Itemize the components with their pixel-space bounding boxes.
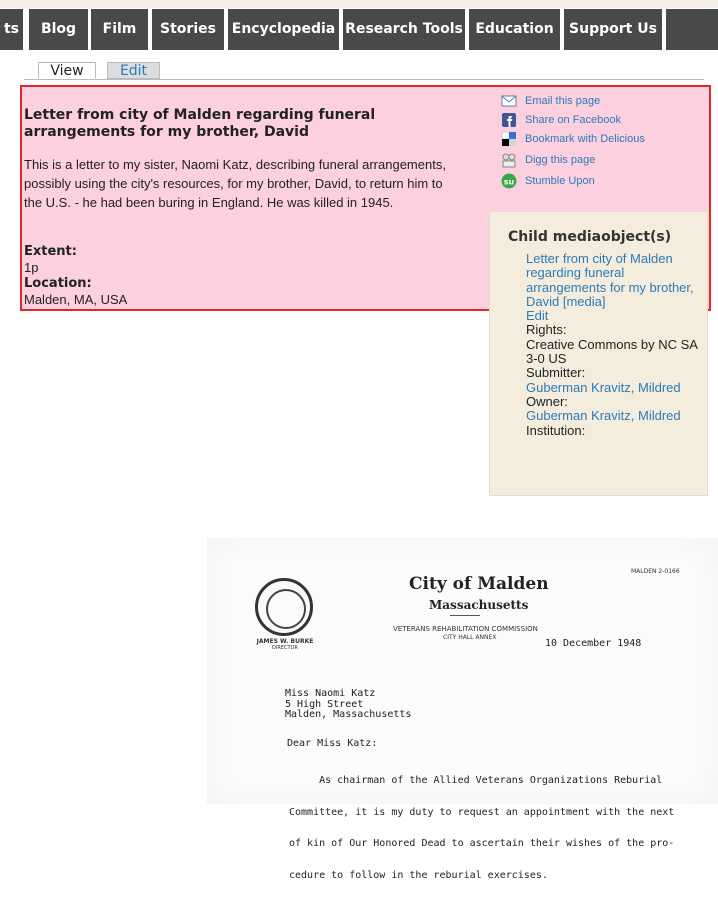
- location-label: Location:: [24, 276, 92, 291]
- nav-item-partial[interactable]: ts: [0, 9, 23, 50]
- director-name: JAMES W. BURKE: [256, 638, 314, 645]
- main-nav: [0, 9, 718, 50]
- nav-item-support-us[interactable]: Support Us: [564, 9, 662, 50]
- child-edit-link[interactable]: Edit: [526, 308, 549, 324]
- city-seal-icon: [255, 578, 313, 636]
- address-line: Malden, Massachusetts: [285, 709, 412, 720]
- svg-text:su: su: [503, 177, 515, 187]
- letter-date: 10 December 1948: [545, 638, 642, 649]
- nav-item-blog[interactable]: Blog: [29, 9, 88, 50]
- share-facebook-link[interactable]: [501, 112, 621, 128]
- body-line: of kin of Our Honored Dead to ascertain their wishes of the pro-: [289, 838, 675, 849]
- digg-icon: [501, 152, 517, 168]
- submitter-label: Submitter:: [526, 365, 586, 381]
- tab-edit[interactable]: Edit: [107, 62, 160, 79]
- institution-label: Institution:: [526, 422, 586, 438]
- facebook-icon: [501, 112, 517, 128]
- letter-address: [285, 689, 411, 721]
- letterhead-phone: MALDEN 2-0166: [631, 568, 680, 575]
- child-media-link[interactable]: Letter from city of Malden regarding funeral arrangements for my brother, David [media]: [526, 251, 694, 309]
- extent-label: Extent:: [24, 244, 77, 259]
- nav-item-more[interactable]: [666, 9, 718, 50]
- letter-image: [207, 538, 718, 881]
- nav-item-stories[interactable]: Stories: [152, 9, 224, 50]
- owner-label: Owner:: [526, 393, 568, 409]
- share-stumble-label: Stumble Upon: [525, 175, 595, 187]
- share-digg-link[interactable]: [501, 152, 595, 168]
- body-line: As chairman of the Allied Veterans Organizations Reburial: [289, 775, 663, 786]
- body-line: Committee, it is my duty to request an appointment with the next: [289, 806, 675, 818]
- letter-salutation: Dear Miss Katz:: [287, 738, 378, 749]
- letterhead-state: Massachusetts: [429, 598, 529, 612]
- share-facebook-label: Share on Facebook: [525, 114, 622, 126]
- child-mediaobjects-box: [489, 211, 708, 496]
- tab-bar: [24, 61, 704, 80]
- nav-item-education[interactable]: Education: [469, 9, 560, 50]
- location-field: [24, 276, 127, 308]
- letterhead-city: City of Malden: [409, 574, 549, 594]
- share-stumble-link[interactable]: [501, 173, 595, 189]
- share-delicious-label: Bookmark with Delicious: [525, 133, 645, 145]
- location-value: Malden, MA, USA: [24, 292, 128, 307]
- tab-view[interactable]: View: [38, 62, 96, 79]
- top-strip: [0, 0, 718, 8]
- rights-label: Rights:: [526, 322, 567, 338]
- nav-item-research-tools[interactable]: Research Tools: [343, 9, 465, 50]
- letterhead-rule: [450, 615, 480, 616]
- share-email-label: Email this page: [525, 95, 601, 107]
- child-heading: Child mediaobject(s): [508, 229, 672, 245]
- letter-body: [289, 755, 674, 902]
- stumbleupon-icon: [501, 173, 517, 189]
- body-line: cedure to follow in the reburial exercises.: [289, 869, 548, 881]
- nav-item-film[interactable]: Film: [91, 9, 148, 50]
- envelope-icon: [501, 93, 517, 109]
- letterhead-commission: VETERANS REHABILITATION COMMISSION: [393, 625, 538, 633]
- delicious-icon: [501, 131, 517, 147]
- share-delicious-link[interactable]: [501, 131, 645, 147]
- nav-item-encyclopedia[interactable]: Encyclopedia: [228, 9, 339, 50]
- owner-link[interactable]: Guberman Kravitz, Mildred: [526, 408, 681, 424]
- director-title: DIRECTOR: [272, 645, 298, 651]
- address-line: Miss Naomi Katz: [285, 688, 376, 699]
- extent-field: [24, 244, 77, 276]
- rights-value: Creative Commons by NC SA 3-0 US: [526, 336, 698, 367]
- submitter-link[interactable]: Guberman Kravitz, Mildred: [526, 379, 681, 395]
- share-email-link[interactable]: [501, 93, 600, 109]
- share-digg-label: Digg this page: [525, 154, 596, 166]
- record-description: This is a letter to my sister, Naomi Katz, describing funeral arrangements, possibly using the city's resources, for my brother, David, to return him to the U.S. - he had been buring in England. He was killed in 1945.: [24, 157, 446, 210]
- child-list: [526, 252, 701, 438]
- extent-value: 1p: [24, 260, 39, 275]
- letterhead-annex: CITY HALL ANNEX: [443, 634, 497, 641]
- record-title: Letter from city of Malden regarding funeral arrangements for my brother, David: [24, 107, 376, 140]
- address-line: 5 High Street: [285, 698, 364, 710]
